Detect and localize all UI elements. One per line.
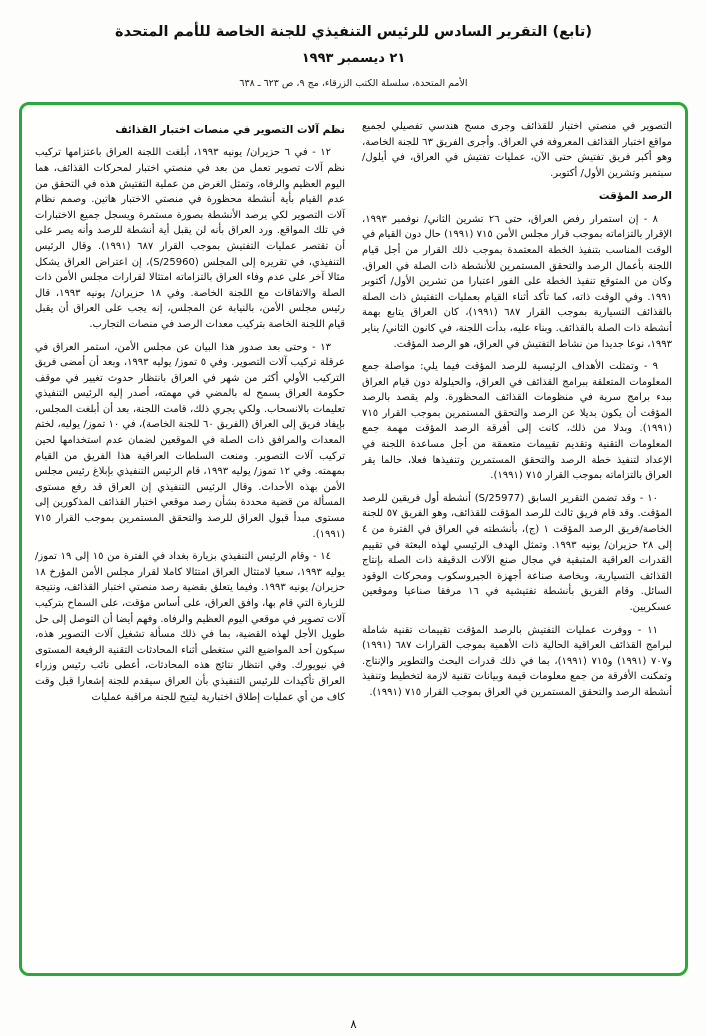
page-number: ٨ <box>350 1017 357 1031</box>
paragraph-14: ١٤ - وقام الرئيس التنفيذي بزيارة بغداد في الفترة من ١٥ إلى ١٩ تموز/ يوليه ١٩٩٣، سعيا لامتثال العراق امتثالا كاملا لقرار مجلس الأمن المؤرخ ١٨ حزيران/ يونيه ١٩٩٣. وفيما يتعلق بقضية رصد منصتي اختبار القذائف، ونتيجة للزيارة التي قام بها، وافق العراق، على أساس مؤقت، على السماح بتركيب آلات تصوير في موقعي اليوم العظيم والرفاه. وفهم أيضا أن التوصل إلى حل طويل الأجل لهذه القضية، بما في ذلك مسألة تشغيل آلات التصوير هذه، سيكون أحد المواضيع التي ستغطى أثناء المحادثات التقنية الرفيعة المستوى في نيويورك. وفي انتظار نتائج هذه المحادثات، أعطى نائب رئيس وزراء العراق تأكيدات للرئيس التنفيذي بأن العراق سيقدم للجنة إشعارا قبل وقت كاف من أي عمليات إطلاق اختبارية ليتيح للجنة مراقبة عمليات <box>35 551 345 703</box>
source-citation: الأمم المتحدة، سلسلة الكتب الزرقاء، مج ٩، ص ٦٢٣ ـ ٦٣٨ <box>239 78 468 89</box>
document-title: (تابع) التقرير السادس للرئيس التنفيذي للجنة الخاصة للأمم المتحدة <box>115 24 592 40</box>
paragraph-11: ١١ - ووفرت عمليات التفتيش بالرصد المؤقت تقييمات تقنية شاملة لبرامج القذائف العراقية الحالية ذات الأهمية بموجب القرارات ٦٨٧ (١٩٩١) و٧٠٧ (١٩٩١) و٧١٥ (١٩٩١)، بما في ذلك قدرات البحث والتطوير والإنتاج. وتمكنت الأفرقة من جمع معلومات قيمة وبيانات تقنية لازمة لتخطيط وتنفيذ أنشطة الرصد والتحقق المستمرين في العراق بموجب القرار ٧١٥ (١٩٩١). <box>362 624 672 698</box>
paragraph-12: ١٢ - في ٦ حزيران/ يونيه ١٩٩٣، أبلغت اللجنة العراق باعتزامها تركيب نظم آلات تصوير تعمل من بعد في منصتي اختبار لمحركات القذائف، هما اليوم العظيم والرفاه، وتمثل الغرض من عملية التفتيش هذه في التحقق من عدم القيام بأية أنشطة محظورة في منصتي الاختبار هاتين. وصمم نظام آلات التصوير لكي يرصد الأنشطة بصورة مستمرة ويسجل جميع الاختبارات في تلك المواقع. ورد العراق بأنه لن يقبل أية أنشطة للرصد وأنه يصر على أن تقتصر عمليات التفتيش بموجب القرار ٦٨٧ (١٩٩١). وقال الرئيس التنفيذي، في تقريره إلى المجلس (S/25960)، إن اعتراض العراق يشكل مثالا آخر على عدم وفاء العراق بالتزاماته امتثالا لقرارات مجلس الأمن ذات الصلة والاتفاقات مع اللجنة الخاصة. وفي ١٨ حزيران/ يونيه ١٩٩٣، قال رئيس مجلس الأمن، بالنيابة عن المجلس، إنه يجب على العراق أن يقبل قيام اللجنة الخاصة بتركيب معدات الرصد في منصات التجارب. <box>35 147 346 330</box>
section-heading-interim-monitoring: الرصد المؤقت <box>598 190 672 203</box>
continuation-paragraph: التصوير في منصتي اختبار للقذائف وجرى مسح هندسي تفصيلي لجميع مواقع اختبار القذائف المعروفة في العراق. وأجرى الفريق ٦٣ للجنة الخاصة، وهو أكبر فريق تفتيش حتى الآن، عمليات تفتيش في العراق، في أيلول/ سبتمبر وتشرين الأول/ أكتوبر. <box>362 121 672 179</box>
section-heading-camera-systems: نظم آلات التصوير في منصات اختبار القذائف <box>115 124 345 136</box>
paragraph-9: ٩ - وتمثلت الأهداف الرئيسية للرصد المؤقت فيما يلي: مواصلة جمع المعلومات المتعلقة ببرامج القذائف في العراق، والحيلولة دون قيام العراق ببدء برامج سرية في منظومات القذائف المحظورة. ولم يقصد بالرصد المؤقت أن يكون بديلا عن الرصد والتحقق المستمرين بموجب القرار ٧١٥ (١٩٩١). وبدلا من ذلك، كانت إلى أفرقة الرصد المؤقت مهمة جمع المعلومات التقنية وتقديم تقييمات متعمقة من أجل مساعدة اللجنة في الإعداد لتنفيذ خطة الرصد والتحقق المستمرين وتنفيذها فعلا، حالما يقر العراق بالتزاماته بموجب القرار ٧١٥ (١٩٩١). <box>362 361 672 482</box>
content-border-box <box>19 102 688 976</box>
document-header <box>0 0 707 89</box>
paragraph-10: ١٠ - وقد تضمن التقرير السابق (S/25977) أنشطة أول فريقين للرصد المؤقت. وقد قام فريق ثالث للرصد المؤقت للقذائف، وهو الفريق ٥٧ للجنة الخاصة/فريق الرصد المؤقت ١ (ج)، بأنشطته في العراق في الفترة من ٤ إلى ٢٨ حزيران/ يونيه ١٩٩٣. وتمثل الهدف الرئيسي لهذه البعثة في تقييم القدرات العراقية المتبقية في مجال صنع الآلات الدقيقة ذات الصلة بإنتاج القذائف التسيارية، وبخاصة صناعة أجهزة الجيروسكوب ومحركات الوقود السائل. وقام الفريق بأنشطة تفتيشية في ١٦ مرفقا صناعيا وموقعين عسكريين. <box>362 492 673 613</box>
paragraph-13: ١٣ - وحتى بعد صدور هذا البيان عن مجلس الأمن، استمر العراق في عرقلة تركيب آلات التصوير. وفي ٥ تموز/ يوليه ١٩٩٣، وبعد أن أمضى فريق التركيب الأولي أكثر من شهر في العراق بانتظار حدوث تغيير في موقف حكومة العراق يسمح له بالمضي في مهمته، أصدر إليه الرئيس التنفيذي تعليمات بالانسحاب. ولكي يجري ذلك، قامت اللجنة، بعد أن أبلغت المجلس، بإيفاد فريق إلى العراق (الفريق ٦٠ للجنة الخاصة)، في ١٠ تموز/ يوليه، لختم المعدات والمرافق ذات الصلة في الموقعين لضمان عدم استخدامها لحين تركيب آلات التصوير. ومنعت السلطات العراقية هذا الفريق من القيام بمهمته. وفي ١٢ تموز/ يوليه ١٩٩٣، قام الرئيس التنفيذي بإبلاغ رئيس مجلس الأمن بهذه الأحداث. وقال الرئيس التنفيذي إن العراق قد رفع مستوى المسألة من قضية محددة بشأن رصد موقعي اختبار القذائف المذكورين إلى مستوى مبدأ قبول العراق للرصد والتحقق المستمرين بموجب القرار ٧١٥ (١٩٩١). <box>35 341 345 540</box>
paragraph-8: ٨ - إن استمرار رفض العراق، حتى ٢٦ تشرين الثاني/ نوفمبر ١٩٩٣، الإقرار بالتزاماته بموجب قرار مجلس الأمن ٧١٥ (١٩٩١) حال دون القيام في الوقت المناسب بتنفيذ الخطة المعتمدة بموجب ذلك القرار من أجل قيام اللجنة بأعمال الرصد والتحقق المستمرين للأنشطة ذات الصلة في العراق. وكان من المتوقع تنفيذ الخطة على الفور اعتبارا من تشرين الأول/ أكتوبر ١٩٩١. وفي الوقت ذاته، كما تأكد أثناء القيام بعمليات التفتيش ذات الصلة بالقذائف التسيارية بموجب القرار ٦٨٧ (١٩٩١)، كان العراق يتابع بهمة أنشطة ذات الصلة بالقذائف. وبناء عليه، بدأت اللجنة، في كانون الثاني/ يناير ١٩٩٣، نوعا جديدا من نشاط التفتيش في العراق، هو الرصد المؤقت. <box>362 213 672 350</box>
column-left <box>35 119 345 963</box>
column-right <box>362 119 672 963</box>
document-date: ٢١ ديسمبر ١٩٩٣ <box>301 51 406 66</box>
